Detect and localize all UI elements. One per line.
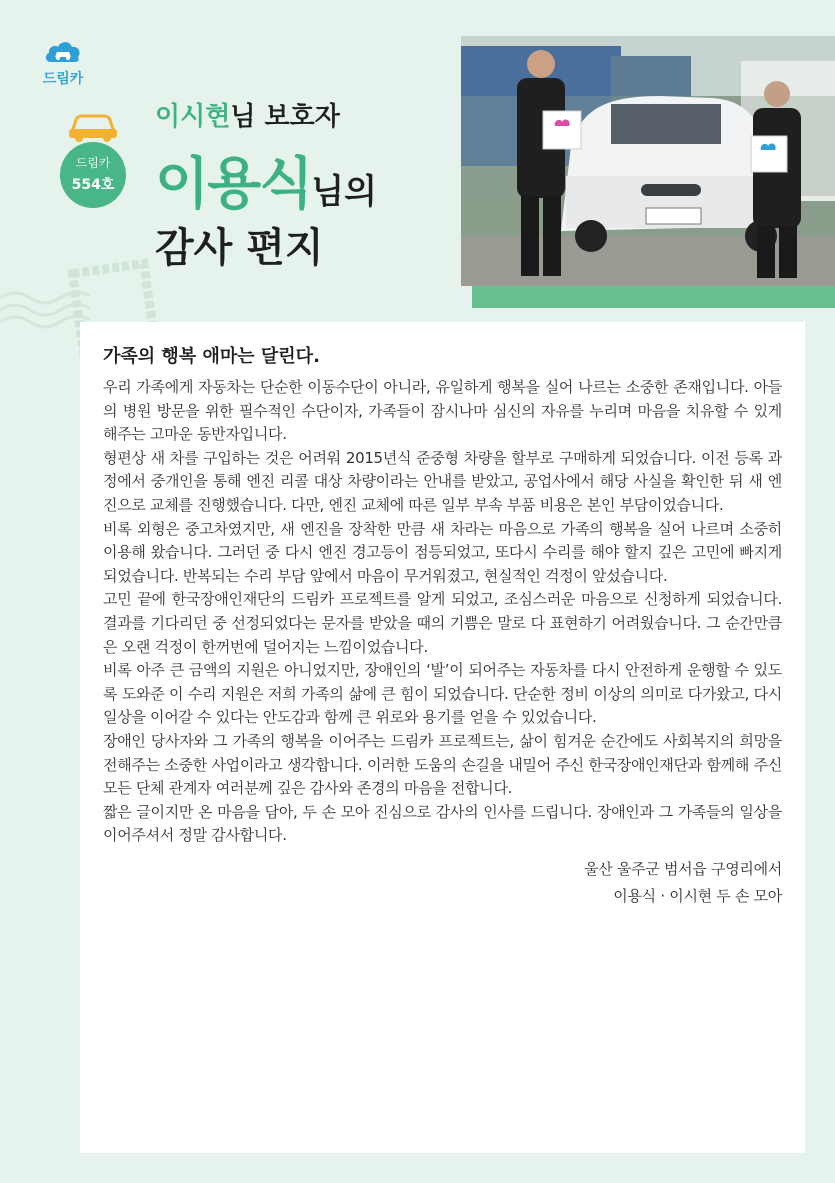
letter-paragraph: 비록 외형은 중고차였지만, 새 엔진을 장착한 만큼 새 차라는 마음으로 가족의 행복을 실어 나르며 소중히 이용해 왔습니다. 그러던 중 다시 엔진 경고등이 점등되었고, 또다시 수리를 해야 할지 깊은 고민에 빠지게 되었습니다. 반복되는 수리 부담 앞에서 마음이 무거워졌고, 현실적인 걱정이 앞섰습니다.: [103, 519, 782, 585]
letter-heading: 가족의 행복 애마는 달린다.: [103, 346, 320, 367]
letter-signature: [103, 856, 782, 910]
letter-paragraph: 고민 끝에 한국장애인재단의 드림카 프로젝트를 알게 되었고, 조심스러운 마음으로 신청하게 되었습니다. 결과를 기다리던 중 선정되었다는 문자를 받았을 때의 기쁨은 말로 다 표현하기 어려웠습니다. 그 순간만큼은 오랜 걱정이 한꺼번에 덜어지는 느낌이었습니다.: [103, 590, 782, 656]
letter-paragraph: 형편상 새 차를 구입하는 것은 어려워 2015년식 준중형 차량을 할부로 구매하게 되었습니다. 이전 등록 과정에서 중개인을 통해 엔진 리콜 대상 차량이라는 안내를 받았고, 공업사에서 해당 사실을 확인한 뒤 새 엔진으로 교체를 진행했습니다. 다만, 엔진 교체에 따른 일부 부속 부품 비용은 본인 부담이었습니다.: [103, 448, 782, 514]
badge-label: 드림카: [75, 156, 111, 170]
letter-paragraph: 짧은 글이지만 온 마음을 담아, 두 손 모아 진심으로 감사의 인사를 드립니다. 장애인과 그 가족들의 일상을 이어주셔서 정말 감사합니다.: [103, 802, 782, 845]
guardian-line: [155, 96, 340, 133]
recipient-line: [155, 140, 377, 220]
recipient-suffix: 님의: [311, 172, 377, 212]
letter-paragraph: 장애인 당사자와 그 가족의 행복을 이어주는 드림카 프로젝트는, 삶이 힘겨운 순간에도 사회복지의 희망을 전해주는 소중한 사업이라고 생각합니다. 이러한 도움의 손길을 내밀어 주신 한국장애인재단과 함께해 주신 모든 단체 관계자 여러분께 깊은 감사와 존경의 마음을 전합니다.: [103, 731, 782, 798]
logo: [40, 36, 86, 88]
guardian-name: 이시현: [155, 102, 231, 132]
page-title: 감사 편지: [155, 225, 324, 271]
letter-paragraph: 비록 아주 큰 금액의 지원은 아니었지만, 장애인의 ‘발’이 되어주는 자동차를 다시 안전하게 운행할 수 있도록 도와준 이 수리 지원은 저희 가족의 삶에 큰 힘이 되었습니다. 단순한 정비 이상의 의미로 다가왔고, 다시 일상을 이어갈 수 있다는 안도감과 함께 큰 위로와 용기를 얻을 수 있었습니다.: [103, 661, 782, 727]
recipient-name: 이용식: [155, 152, 312, 217]
signature-names: 이용식 · 이시현 두 손 모아: [613, 886, 782, 905]
car-icon: [66, 112, 120, 146]
car-number-badge: [60, 142, 126, 208]
badge-number: 554호: [71, 177, 115, 193]
cloud-car-icon: [42, 36, 84, 66]
guardian-label: 님 보호자: [230, 102, 340, 132]
letter-paragraph: 우리 가족에게 자동차는 단순한 이동수단이 아니라, 유일하게 행복을 실어 나르는 소중한 존재입니다. 아들의 병원 방문을 위한 필수적인 수단이자, 가족들이 잠시나마 심신의 자유를 누리며 마음을 치유할 수 있게 해주는 고마운 동반자입니다.: [103, 378, 782, 444]
recipient-photo: [461, 36, 835, 286]
letter-body: [80, 322, 805, 1153]
logo-text: 드림카: [42, 71, 84, 87]
signature-location: 울산 울주군 범서읍 구영리에서: [584, 859, 782, 878]
